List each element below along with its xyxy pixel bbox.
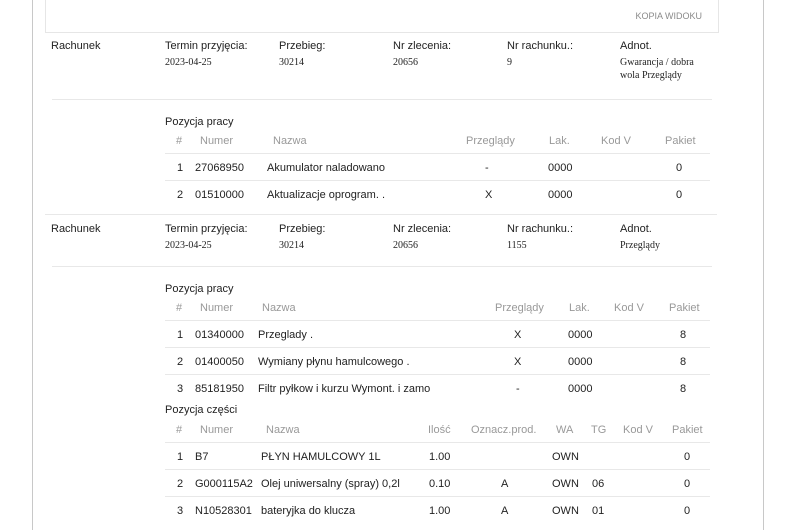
cell-pakiet: 8	[680, 383, 687, 395]
page-border-right	[763, 0, 764, 530]
work-table-header	[165, 135, 710, 155]
field-label: Adnot.	[620, 223, 652, 235]
field-value: 30214	[279, 240, 304, 251]
cell-num: 1	[177, 329, 184, 341]
cell-numer: 85181950	[195, 383, 244, 395]
work-table-header	[165, 302, 710, 322]
cell-numer: 01340000	[195, 329, 244, 341]
col-kodv: Kod V	[623, 424, 653, 436]
cell-numer: B7	[195, 451, 209, 463]
cell-pakiet: 0	[684, 451, 691, 463]
table-row	[165, 469, 710, 497]
col-numer: Numer	[200, 135, 234, 147]
cell-nazwa: Akumulator naladowano	[267, 162, 386, 174]
cell-ilosc: 1.00	[429, 451, 451, 463]
cell-ilosc: 1.00	[429, 505, 451, 517]
cell-numer: N10528301	[195, 505, 252, 517]
cell-pakiet: 0	[684, 505, 691, 517]
field-nr-zlecenia	[393, 40, 451, 69]
field-value: 20656	[393, 240, 418, 251]
field-value: 2023-04-25	[165, 240, 212, 251]
cell-przeglady: X	[514, 356, 522, 368]
col-nazwa: Nazwa	[273, 135, 307, 147]
cell-wa: OWN	[552, 478, 579, 490]
cell-pakiet: 8	[680, 356, 687, 368]
cell-tg: 06	[592, 478, 605, 490]
cell-tg: 01	[592, 505, 605, 517]
table-row	[165, 347, 710, 375]
section-title-work: Pozycja pracy	[165, 116, 234, 128]
field-label: Adnot.	[620, 40, 652, 52]
col-num: #	[176, 302, 183, 314]
cell-przeglady: X	[485, 189, 493, 201]
cell-nazwa: Filtr pyłkow i kurzu Wymont. i zamo	[258, 383, 431, 395]
col-numer: Numer	[200, 424, 234, 436]
col-tg: TG	[591, 424, 607, 436]
cell-lak: 0000	[568, 383, 593, 395]
cell-oznacz: A	[501, 505, 509, 517]
cell-wa: OWN	[552, 451, 579, 463]
cell-wa: OWN	[552, 505, 579, 517]
parts-table-header	[165, 424, 710, 444]
cell-num: 2	[177, 356, 184, 368]
cell-pakiet: 0	[676, 162, 683, 174]
field-label: Termin przyjęcia:	[165, 223, 248, 235]
col-wa: WA	[556, 424, 574, 436]
field-value: 30214	[279, 57, 304, 68]
cell-nazwa: Aktualizacje oprogram. .	[267, 189, 385, 201]
col-pakiet: Pakiet	[672, 424, 703, 436]
field-label: Termin przyjęcia:	[165, 40, 248, 52]
col-kodv: Kod V	[614, 302, 644, 314]
field-label: Nr rachunku.:	[507, 40, 574, 52]
divider	[45, 214, 717, 215]
field-label: Nr zlecenia:	[393, 223, 452, 235]
cell-pakiet: 0	[684, 478, 691, 490]
table-row	[165, 374, 710, 402]
cell-nazwa: PŁYN HAMULCOWY 1L	[261, 451, 381, 463]
field-label: Nr rachunku.:	[507, 223, 574, 235]
cell-num: 2	[177, 478, 184, 490]
cell-oznacz: A	[501, 478, 509, 490]
divider	[52, 266, 712, 267]
field-value: 1155	[507, 240, 527, 251]
table-row	[165, 320, 710, 348]
field-termin	[165, 223, 248, 252]
cell-pakiet: 0	[676, 189, 683, 201]
cell-ilosc: 0.10	[429, 478, 451, 490]
field-przebieg	[279, 223, 325, 252]
cell-lak: 0000	[548, 162, 573, 174]
field-label: Przebieg:	[279, 223, 326, 235]
col-num: #	[176, 424, 183, 436]
field-value: Przeglądy	[620, 240, 660, 251]
col-lak: Lak.	[549, 135, 570, 147]
field-nr-zlecenia	[393, 223, 451, 252]
field-value: 9	[507, 57, 512, 68]
kopia-widoku-button[interactable]: KOPIA WIDOKU	[635, 11, 702, 21]
cell-num: 2	[177, 189, 184, 201]
col-pakiet: Pakiet	[669, 302, 700, 314]
col-pakiet: Pakiet	[665, 135, 696, 147]
cell-lak: 0000	[548, 189, 573, 201]
divider	[52, 99, 712, 100]
cell-przeglady: -	[485, 162, 489, 174]
field-adnot	[620, 223, 706, 252]
col-numer: Numer	[200, 302, 234, 314]
field-label: Przebieg:	[279, 40, 326, 52]
cell-nazwa: Wymiany płynu hamulcowego .	[258, 356, 410, 368]
col-oznacz: Oznacz.prod.	[471, 424, 537, 436]
col-nazwa: Nazwa	[262, 302, 296, 314]
page-border-left	[32, 0, 33, 530]
field-value: 2023-04-25	[165, 57, 212, 68]
cell-lak: 0000	[568, 356, 593, 368]
field-nr-rachunku	[507, 223, 573, 252]
cell-num: 1	[177, 451, 184, 463]
section-title-parts: Pozycja części	[165, 404, 238, 416]
cell-nazwa: Przeglady .	[258, 329, 314, 341]
col-przeglady: Przeglądy	[466, 135, 515, 147]
field-przebieg	[279, 40, 325, 69]
col-ilosc: Ilość	[428, 424, 451, 436]
invoice-label: Rachunek	[51, 40, 101, 52]
field-nr-rachunku	[507, 40, 573, 69]
col-num: #	[176, 135, 183, 147]
field-label: Nr zlecenia:	[393, 40, 452, 52]
cell-nazwa: Olej uniwersalny (spray) 0,2l	[261, 478, 400, 490]
table-row	[165, 180, 710, 208]
invoice-label: Rachunek	[51, 223, 101, 235]
col-kodv: Kod V	[601, 135, 631, 147]
top-toolbar	[45, 0, 719, 33]
table-row	[165, 153, 710, 181]
col-nazwa: Nazwa	[266, 424, 300, 436]
cell-nazwa: bateryjka do klucza	[261, 505, 356, 517]
cell-num: 3	[177, 505, 184, 517]
section-title-work: Pozycja pracy	[165, 283, 234, 295]
cell-num: 1	[177, 162, 184, 174]
field-value: Gwarancja / dobra wola Przeglądy	[620, 57, 694, 81]
cell-przeglady: -	[516, 383, 520, 395]
cell-przeglady: X	[514, 329, 522, 341]
cell-numer: 01510000	[195, 189, 244, 201]
cell-pakiet: 8	[680, 329, 687, 341]
cell-numer: 01400050	[195, 356, 244, 368]
cell-lak: 0000	[568, 329, 593, 341]
col-przeglady: Przeglądy	[495, 302, 544, 314]
col-lak: Lak.	[569, 302, 590, 314]
cell-numer: G000115A2	[195, 478, 253, 490]
field-termin	[165, 40, 248, 69]
field-value: 20656	[393, 57, 418, 68]
cell-num: 3	[177, 383, 184, 395]
field-adnot	[620, 40, 706, 82]
cell-numer: 27068950	[195, 162, 244, 174]
table-row	[165, 442, 710, 470]
table-row	[165, 496, 710, 524]
